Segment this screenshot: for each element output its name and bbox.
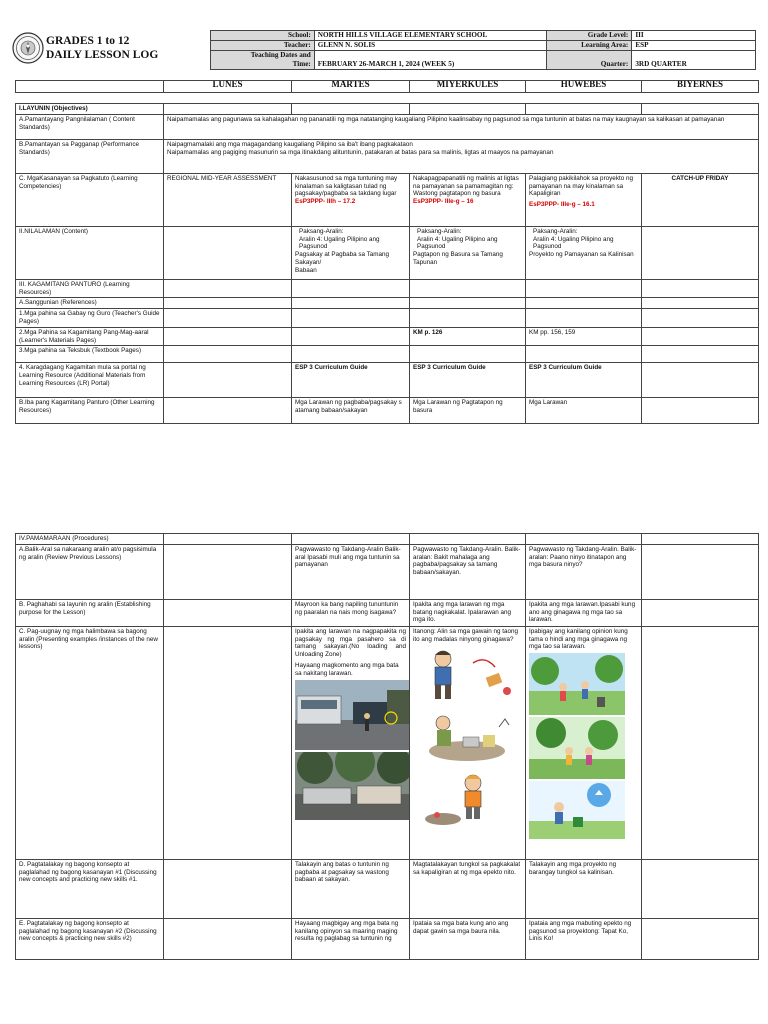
title-dll: DAILY LESSON LOG <box>46 49 159 61</box>
grade-value: III <box>632 31 756 41</box>
bus-stop-photo <box>295 680 410 750</box>
competency-martes-text: Nakasusunod sa mga tuntuning may kinalaman sa kaligtasan tulad ng pagsakay/pagbaba sa takdang lugar <box>295 174 398 198</box>
content-miyerkules-2: Aralin 4: Ugaling Pilipino ang Pagsunod <box>417 235 498 251</box>
discussion-1-label: D. Pagtatalakay ng bagong konsepto at paglalahad ng bagong kasanayan #1 (Discussing new concepts and practicing new skills #1. <box>16 859 164 918</box>
content-martes-3: Pagsakay at Pagbaba sa Tamang Sakayan/ <box>295 251 390 266</box>
performance-standards-text <box>164 139 759 173</box>
competency-miyerkules-code: EsP3PPP- IIIe-g – 16 <box>413 198 474 206</box>
competency-martes-code: EsP3PPP- IIIh – 17.2 <box>295 198 356 206</box>
day-header-huwebes: HUWEBES <box>526 81 642 93</box>
day-header-miyerkules: MIYERKULES <box>410 81 526 93</box>
content-martes-1: Paksang-Aralin: <box>299 227 344 235</box>
discussion-2-huwebes: Ipataia ang mga mabuting epekto ng pagsunod sa proyektong: Tapat Ko, Linis Ko! <box>526 918 642 959</box>
purpose-huwebes: Ipakita ang mga larawan.Ipasabi kung ano ang ginagawa ng mga tao sa larawan. <box>526 599 642 626</box>
child-throwing-trash-illustration <box>413 769 521 829</box>
other-resources-label: B.Iba pang Kagamitang Panturo (Other Learning Resources) <box>16 398 164 424</box>
content-martes-4: Babaan <box>295 266 317 274</box>
purpose-martes: Mayroon ka bang napiling tununtunin ng paaralan na nais mong isagawa? <box>292 599 410 626</box>
review-huwebes: Pagwawasto ng Takdang-Aralin. Balik-aralan: Paano ninyo itinatapon ang mga basura ninyo? <box>526 544 642 599</box>
review-martes: Pagwawasto ng Takdang-Aralin Balik-aral Ipasabi muli ang mga tuntunin sa pamayanan <box>292 544 410 599</box>
dates-label-2: Time: <box>292 60 311 68</box>
boy-littering-illustration <box>413 645 521 703</box>
competency-miyerkules <box>410 173 526 226</box>
area-label: Learning Area: <box>546 41 632 51</box>
jeepney-stop-photo <box>295 752 410 820</box>
competency-miyerkules-text: Nakapagpapanatili ng malinis at ligtas na pamayanan sa pamamagitan ng: Wastong pagtatapon ng basura <box>413 174 519 198</box>
deped-seal-icon <box>12 32 44 64</box>
performance-standards-line-1: Naipagmamalaki ang mga magagandang kaugaliang Pilipino sa iba't ibang pagkakataon <box>167 140 413 148</box>
content-huwebes-1: Paksang-Aralin: <box>533 227 578 235</box>
competency-huwebes-text: Palagiang pakikilahok sa proyekto ng pamayanan na may kinalaman sa Kapaligiran <box>529 174 633 198</box>
lesson-table-top <box>15 103 759 424</box>
content-standards-label: A.Pamantayang Pangnilalaman ( Content Standards) <box>16 114 164 139</box>
header <box>12 30 756 72</box>
trash-pile-illustration <box>413 705 521 767</box>
discussion-1-miyerkules: Magtatalakayan tungkol sa pagkakalat sa kapaligiran at ng mga epekto nito. <box>410 859 526 918</box>
teacher-label: Teacher: <box>211 41 315 51</box>
title-block <box>46 34 158 62</box>
performance-standards-line-2: Naipamamalas ang pagiging masunurin sa mga itinakdang alituntunin, patakaran at batas para sa malinis, ligtas at maayos na pamayanan <box>167 148 554 156</box>
lr-portal-miyerkules: ESP 3 Curriculum Guide <box>410 363 526 398</box>
title-grades: GRADES 1 to 12 <box>46 35 130 47</box>
teacher-value: GLENN N. SOLIS <box>314 41 546 51</box>
resources-section-label: III. KAGAMITANG PANTURO (Learning Resources) <box>16 279 164 298</box>
discussion-2-martes: Hayaang magbigay ang mga bata ng kanilang opinyon sa maaring maging resulta ng paglabag sa tuntunin ng <box>292 918 410 959</box>
tg-pages-label: 1.Mga pahina sa Gabay ng Guro (Teacher's Guide Pages) <box>16 309 164 328</box>
dates-label <box>211 51 315 70</box>
content-martes-2: Aralin 4: Ugaling Pilipino ang Pagsunod <box>299 235 380 251</box>
day-header-blank <box>16 81 164 93</box>
examples-miyerkules <box>410 626 526 859</box>
review-label: A.Balik-Aral sa nakaraang aralin at/o pagsisimula ng aralin (Review Previous Lessons) <box>16 544 164 599</box>
content-huwebes-3: Proyekto ng Pamayanan sa Kalinisan <box>529 251 634 259</box>
content-standards-text: Naipamamalas ang pagunawa sa kahalagahan ng pananatili ng mga natatanging kaugaliang Pilipino kaalinsabay ng pagsunod sa mga tuntunin at batas na may kaugnayan sa kalikasan at pamayanan <box>164 114 759 139</box>
examples-martes <box>292 626 410 859</box>
procedures-section-label: IV.PAMAMARAAN (Procedures) <box>16 534 164 545</box>
competency-lunes: REGIONAL MID-YEAR ASSESSMENT <box>164 173 292 226</box>
competency-biyernes: CATCH-UP FRIDAY <box>642 173 759 226</box>
other-resources-miyerkules: Mga Larawan ng Pagtatapon ng basura <box>410 398 526 424</box>
performance-standards-label: B.Pamantayan sa Pagganap (Performance Standards) <box>16 139 164 173</box>
discussion-2-label: E. Pagtatalakay ng bagong konsepto at paglalahad ng bagong kasanayan #2 (Discussing new concepts & practicing new skills #2) <box>16 918 164 959</box>
examples-huwebes <box>526 626 642 859</box>
quarter-label: Quarter: <box>546 51 632 70</box>
lr-portal-huwebes: ESP 3 Curriculum Guide <box>526 363 642 398</box>
lm-pages-label: 2.Mga Pahina sa Kagamitang Pang-Mag-aaral (Learner's Materials Pages) <box>16 327 164 346</box>
lm-pages-huwebes: KM pp. 156, 159 <box>526 327 642 346</box>
objectives-section-label: I.LAYUNIN (Objectives) <box>16 104 164 115</box>
other-resources-martes: Mga Larawan ng pagbaba/pagsakay s atamang babaan/sakayan <box>292 398 410 424</box>
content-huwebes-2: Aralin 4: Ugaling Pilipino ang Pagsunod <box>533 235 614 251</box>
area-value: ESP <box>632 41 756 51</box>
examples-martes-text-2: Hayaang magkomento ang mga bata sa nakitang larawan. <box>295 661 399 677</box>
examples-martes-text-1: Ipakita ang larawan na nagpapakita ng pagsakay ng mga pasahero sa di tamang sakayan.(No loading and Unloading Zone) <box>295 627 406 659</box>
tree-planting-illustration <box>529 717 625 779</box>
info-table <box>210 30 756 70</box>
lm-pages-miyerkules: KM p. 126 <box>410 327 526 346</box>
review-miyerkules: Pagwawasto ng Takdang-Aralin. Balik-aralan: Bakit mahalaga ang pagbaba/pagsakay sa tamang babaan/sakayan. <box>410 544 526 599</box>
discussion-1-martes: Talakayin ang batas o tuntunin ng pagbaba at pagsakay sa wastong babaan at sakayan. <box>292 859 410 918</box>
content-miyerkules <box>410 226 526 279</box>
school-value: NORTH HILLS VILLAGE ELEMENTARY SCHOOL <box>314 31 546 41</box>
school-label: School: <box>211 31 315 41</box>
competency-huwebes-code: EsP3PPP- IIIe-g – 16.1 <box>529 201 595 209</box>
references-label: A.Sanggunian (References) <box>16 298 164 309</box>
discussion-1-huwebes: Talakayin ang mga proyekto ng barangay tungkol sa kalinisan. <box>526 859 642 918</box>
competency-martes <box>292 173 410 226</box>
day-header-martes: MARTES <box>292 81 410 93</box>
purpose-miyerkules: Ipakita ang mga larawan ng mga batang nagkakalat. Ipalarawan ang mga ito. <box>410 599 526 626</box>
discussion-2-miyerkules: Ipataia sa mga bata kung ano ang dapat gawin sa mga baura nila. <box>410 918 526 959</box>
examples-label: C. Pag-uugnay ng mga halimbawa sa bagong aralin (Presenting examples /instances of the new lessons) <box>16 626 164 859</box>
quarter-value: 3RD QUARTER <box>632 51 756 70</box>
dates-label-1: Teaching Dates and <box>250 51 311 59</box>
kids-recycling-illustration <box>529 781 625 839</box>
textbook-pages-label: 3.Mga pahina sa Teksbuk (Textbook Pages) <box>16 346 164 363</box>
day-header-biyernes: BIYERNES <box>642 81 759 93</box>
examples-huwebes-text: Ipabigay ang kanilang opinion kung tama o hindi ang mga ginagawa ng mga tao sa larawan. <box>529 627 628 651</box>
lr-portal-martes: ESP 3 Curriculum Guide <box>292 363 410 398</box>
competencies-label: C. MgaKasanayan sa Pagkatuto (Learning Competencies) <box>16 173 164 226</box>
dates-value: FEBRUARY 26-MARCH 1, 2024 (WEEK 5) <box>314 51 546 70</box>
content-martes <box>292 226 410 279</box>
lesson-table-procedures <box>15 533 759 960</box>
other-resources-huwebes: Mga Larawan <box>526 398 642 424</box>
purpose-label: B. Paghahabi sa layunin ng aralin (Establishing purpose for the Lesson) <box>16 599 164 626</box>
grade-label: Grade Level: <box>546 31 632 41</box>
examples-miyerkules-text: Itanong: Alin sa mga gawain ng taong ito ang madalas ninyong ginagawa? <box>413 627 519 643</box>
competency-huwebes <box>526 173 642 226</box>
content-miyerkules-3: Pagtapon ng Basura sa Tamang Tapunan <box>413 251 503 266</box>
day-header-table <box>15 80 759 93</box>
day-header-lunes: LUNES <box>164 81 292 93</box>
content-label: II.NILALAMAN (Content) <box>16 226 164 279</box>
content-miyerkules-1: Paksang-Aralin: <box>417 227 462 235</box>
lr-portal-label: 4. Karagdagang Kagamitan mula sa portal ng Learning Resource (Additional Materials from Learning Resources (LR) Portal) <box>16 363 164 398</box>
community-cleanup-illustration <box>529 653 625 715</box>
content-huwebes <box>526 226 642 279</box>
